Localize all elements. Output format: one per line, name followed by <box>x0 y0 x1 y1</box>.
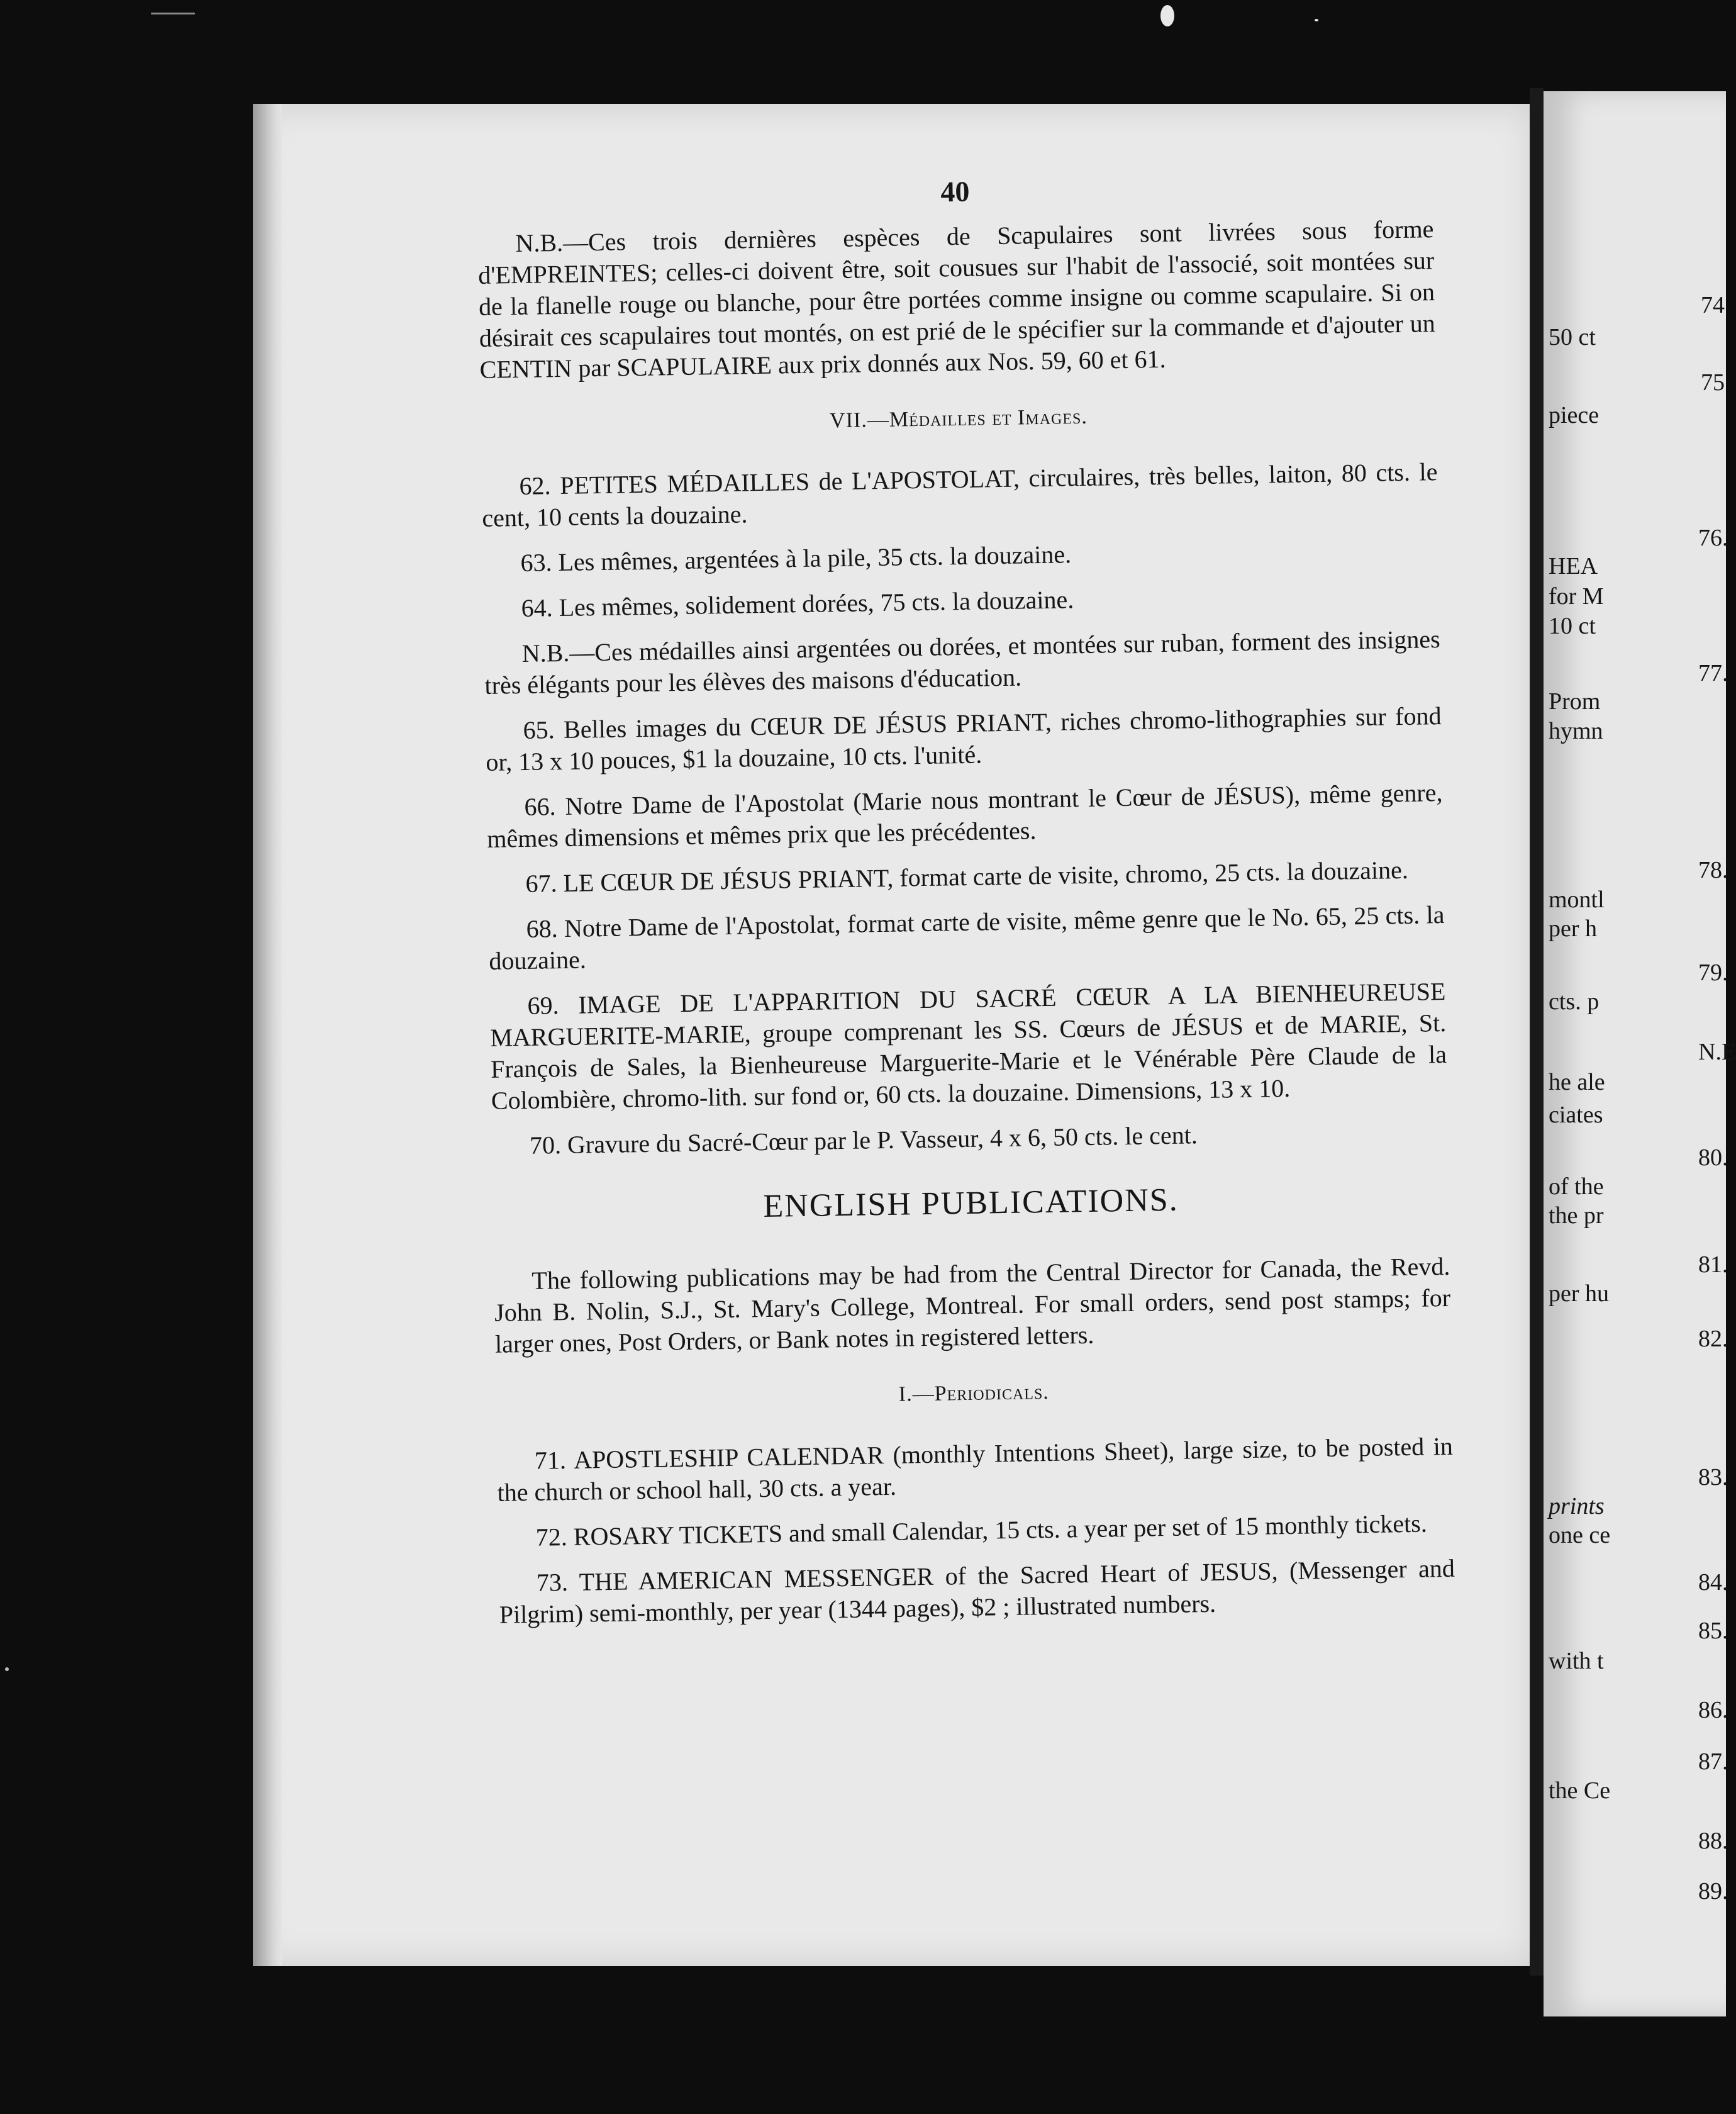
right-page-fragment: 83. <box>1698 1464 1728 1490</box>
list-item: 66. Notre Dame de l'Apostolat (Marie nous montrant le Cœur de JÉSUS), même genre, mêmes dimensions et mêmes prix que les précédentes. <box>487 778 1443 853</box>
list-item: 70. Gravure du Sacré-Cœur par le P. Vasseur, 4 x 6, 50 cts. le cent. <box>529 1121 1198 1160</box>
right-page-fragment: one ce <box>1549 1522 1611 1548</box>
right-page-fragment: 74 <box>1701 292 1725 318</box>
dust-speck <box>1315 19 1318 21</box>
right-page-fragment: he ale <box>1549 1069 1605 1095</box>
right-page-fragment: HEA <box>1549 553 1598 579</box>
right-page-fragment: 85. <box>1698 1618 1728 1644</box>
right-page-fragment: 84. <box>1698 1569 1728 1596</box>
list-item: 73. THE AMERICAN MESSENGER of the Sacred Heart of JESUS, (Messenger and Pilgrim) semi-monthly, per year (1344 pages), $2 ; illustrated numbers. <box>499 1553 1455 1629</box>
section-heading-title: Médailles et Images. <box>889 405 1088 432</box>
nb-scapulaires-paragraph: N.B.—Ces trois dernières espèces de Scapulaires sont livrées sous forme d'EMPREINTES; celles-ci doivent être, soit cousues sur l'habit de l'associé, soit montées sur de la flanelle rouge ou blanche, pour être portées comme insigne ou comme scapulaire. Si on désirait ces scapulaires tout montés, on est prié de le spécifier sur la commande et d'ajouter un CENTIN par SCAPULAIRE aux prix donnés aux Nos. 59, 60 et 61. <box>477 215 1436 384</box>
right-page-fragment: 89. <box>1698 1878 1728 1904</box>
right-page-fragment: 81. <box>1698 1251 1728 1278</box>
section-heading-title: Periodicals. <box>934 1380 1050 1406</box>
left-page-text <box>477 167 1455 1645</box>
right-page-fragment: prints <box>1549 1493 1605 1519</box>
section-heading-prefix: VII.— <box>829 408 890 433</box>
dust-speck <box>5 1667 9 1671</box>
right-page-fragment: the Ce <box>1549 1777 1611 1804</box>
english-intro-paragraph: The following publications may be had from the Central Director for Canada, the Revd. John B. Nolin, S.J., St. Mary's College, Montreal. For small orders, send post stamps; for larger ones, Post Orders, or Bank notes in registered letters. <box>494 1251 1451 1358</box>
list-item: 67. LE CŒUR DE JÉSUS PRIANT, format carte de visite, chromo, 25 cts. la douzaine. <box>525 855 1409 898</box>
right-page-fragment: cts. p <box>1549 988 1600 1015</box>
list-item: 63. Les mêmes, argentées à la pile, 35 cts. la douzaine. <box>520 540 1072 577</box>
right-page-fragment: 76. <box>1698 525 1728 551</box>
right-page-fragment: of the <box>1549 1173 1604 1200</box>
right-page-fragment: 80. <box>1698 1144 1728 1171</box>
english-publications-heading: ENGLISH PUBLICATIONS. <box>763 1182 1179 1225</box>
right-page-fragment: 82. <box>1698 1326 1728 1352</box>
right-page-fragment: 88. <box>1698 1828 1728 1854</box>
section-heading-prefix: I.— <box>898 1382 935 1406</box>
right-page-fragment: ciates <box>1549 1102 1603 1128</box>
right-page-fragment: Prom <box>1549 688 1601 715</box>
right-page-fragment: 79. <box>1698 959 1728 986</box>
right-page-fragment: 77. <box>1698 660 1728 686</box>
note-paragraph: N.B.—Ces médailles ainsi argentées ou dorées, et montées sur ruban, forment des insignes très élégants pour les élèves des maisons d'éducation. <box>484 625 1440 700</box>
list-item: 62. PETITES MÉDAILLES de L'APOSTOLAT, circulaires, très belles, laiton, 80 cts. le cent, 10 cents la douzaine. <box>482 457 1438 532</box>
list-item: 64. Les mêmes, solidement dorées, 75 cts. la douzaine. <box>521 585 1074 622</box>
list-item: 68. Notre Dame de l'Apostolat, format carte de visite, même genre que le No. 65, 25 cts. la douzaine. <box>489 900 1445 975</box>
dust-speck <box>1160 5 1174 26</box>
right-page-fragment: with t <box>1549 1648 1604 1674</box>
list-item: 65. Belles images du CŒUR DE JÉSUS PRIANT, riches chromo-lithographies sur fond or, 13 x 10 pouces, $1 la douzaine, 10 cts. l'unité. <box>486 702 1442 776</box>
section-heading-medailles <box>481 400 1437 439</box>
left-page-edge <box>253 104 282 1966</box>
right-page-fragment: per h <box>1549 915 1598 942</box>
list-item: 69. IMAGE DE L'APPARITION DU SACRÉ CŒUR A LA BIENHEUREUSE MARGUERITE-MARIE, groupe comprenant les SS. Cœurs de JÉSUS et de MARIE, St. François de Sales, la Bienheureuse Marguerite-Marie et le Vénérable Père Claude de la Colombière, chromo-lith. sur fond or, 60 cts. la douzaine. Dimensions, 13 x 10. <box>490 976 1447 1115</box>
page-number: 40 <box>940 175 970 208</box>
right-page-fragment: 50 ct <box>1549 324 1596 350</box>
right-page-fragment: the pr <box>1549 1202 1604 1229</box>
right-page-fragment: hymn <box>1549 718 1603 744</box>
right-page-fragment: piece <box>1549 402 1600 428</box>
section-heading-periodicals <box>496 1374 1452 1413</box>
book-gutter <box>1530 88 1544 1976</box>
list-item: 71. APOSTLESHIP CALENDAR (monthly Intentions Sheet), large size, to be posted in the church or school hall, 30 cts. a year. <box>497 1431 1454 1507</box>
right-page-fragment: for M <box>1549 583 1604 610</box>
dust-speck <box>151 13 195 14</box>
right-page-fragment: 86. <box>1698 1697 1728 1723</box>
right-page-fragment: 78. <box>1698 857 1728 883</box>
right-page-fragment: per hu <box>1549 1280 1610 1307</box>
right-page-fragment: N.E <box>1698 1039 1736 1065</box>
right-page-fragment: 75 <box>1701 369 1725 396</box>
list-item: 72. ROSARY TICKETS and small Calendar, 15 cts. a year per set of 15 monthly tickets. <box>535 1509 1428 1552</box>
right-page-fragment: 10 ct <box>1549 613 1596 639</box>
right-page-fragment: montl <box>1549 886 1605 913</box>
right-page-fragment: 87. <box>1698 1748 1728 1775</box>
